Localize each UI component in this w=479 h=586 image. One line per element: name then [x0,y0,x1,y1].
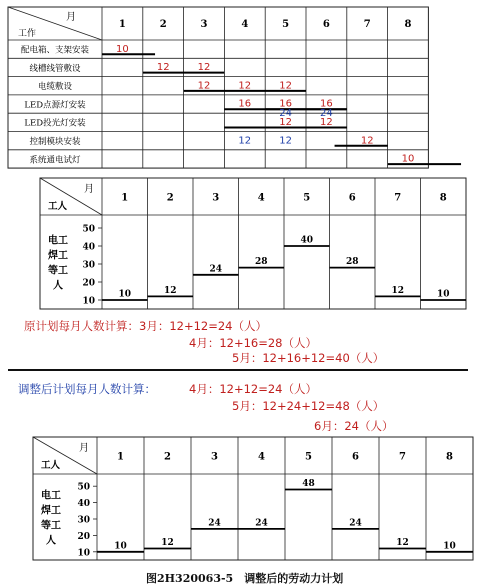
manpower-label: 16 [320,98,333,110]
corner-month-label: 月 [84,184,94,195]
month-header: 2 [166,192,174,204]
y-tick-label: 40 [82,242,95,253]
month-header: 7 [363,19,371,30]
original-calc-line-1: 原计划每月人数计算：3月：12+12=24（人） [24,319,267,333]
corner-worker-label: 工人 [48,201,68,212]
month-header: 6 [322,19,330,30]
manpower-label: 12 [156,62,170,74]
manpower-label: 12 [320,117,333,128]
bar-value-label: 28 [345,257,359,268]
original-calc-line-2: 4月：12+16=28（人） [189,336,317,350]
y-tick-label: 40 [77,499,90,510]
bar-value-label: 28 [254,257,268,268]
task-name: 电缆敷设 [37,82,73,93]
task-name: 控制模块安装 [29,137,81,147]
adjusted-calc-line-1: 4月：12+12=24（人） [189,382,317,396]
month-header: 4 [258,451,265,463]
bar-value-label: 10 [443,541,456,552]
bar-value-label: 10 [114,541,127,552]
section-divider [8,369,468,371]
corner-month-label: 月 [66,12,76,23]
bar-value-label: 12 [396,538,409,549]
month-header: 8 [446,451,453,463]
corner-worker-label: 工人 [41,460,61,471]
bar-value-label: 10 [436,289,450,300]
task-name: 系统通电试灯 [29,155,81,166]
bar-value-label: 12 [161,538,174,549]
month-header: 7 [399,451,406,463]
y-tick-label: 10 [82,296,95,307]
task-name: 线槽线管敷设 [29,63,81,74]
bar-value-label: 24 [255,518,268,529]
bar-value-label: 48 [302,478,315,489]
month-header: 2 [159,19,167,30]
corner-month-label: 月 [79,443,89,454]
manpower-label: 16 [279,98,292,110]
manpower-label: 10 [116,43,129,55]
y-axis-label: 电工 [48,235,68,247]
month-header: 6 [348,192,356,204]
manpower-label: 24 [320,107,333,119]
month-header: 4 [257,192,265,204]
original-calc-line-3: 5月：12+16+12=40（人） [232,351,385,365]
manpower-label: 12 [238,135,252,147]
y-tick-label: 20 [82,278,95,289]
y-axis-label: 电工 [41,490,61,502]
y-axis-label: 焊工 [41,505,61,517]
manpower-label: 12 [197,80,211,92]
month-header: 4 [241,19,249,30]
month-header: 1 [121,192,129,204]
y-axis-label: 人 [53,280,63,292]
bar-value-label: 40 [300,235,314,246]
manpower-label: 12 [238,80,252,92]
manpower-label: 12 [360,135,374,147]
bar-value-label: 12 [391,285,405,296]
y-axis-label: 等工 [48,265,68,277]
month-header: 8 [404,19,412,30]
y-tick-label: 30 [82,260,95,271]
figure-caption: 图2H320063-5 调整后的劳动力计划 [146,572,344,585]
y-tick-label: 20 [77,531,90,542]
task-name: LED投光灯安装 [24,118,86,129]
adjusted-calc-line-3: 6月：24（人） [314,419,394,433]
month-header: 1 [117,451,124,463]
y-axis-label: 焊工 [48,250,68,262]
month-header: 2 [164,451,171,463]
month-header: 6 [352,451,359,463]
task-name: 配电箱、支架安装 [20,45,90,56]
y-tick-label: 30 [77,515,90,526]
manpower-label: 12 [279,117,292,128]
month-header: 3 [212,192,220,204]
bar-value-label: 24 [208,518,221,529]
bar-value-label: 10 [118,289,132,300]
bar-value-label: 12 [163,285,177,296]
manpower-label: 16 [238,98,252,110]
adjusted-calc-title: 调整后计划每月人数计算： [18,382,156,396]
month-header: 5 [305,451,312,463]
manpower-label: 10 [401,153,415,165]
y-tick-label: 50 [82,224,95,235]
manpower-label: 24 [279,107,292,119]
y-axis-label: 等工 [41,520,61,532]
month-header: 1 [118,19,126,30]
y-tick-label: 50 [77,482,90,493]
manpower-label: 12 [279,80,292,92]
adjusted-calc-line-2: 5月：12+24+12=48（人） [232,399,385,413]
manpower-label: 12 [279,135,292,147]
month-header: 7 [394,192,402,204]
corner-task-label: 工作 [18,29,37,39]
month-header: 5 [282,19,290,30]
task-name: LED点源灯安装 [24,100,86,111]
month-header: 3 [200,19,208,30]
y-tick-label: 10 [77,548,90,559]
bar-value-label: 24 [209,264,223,275]
month-header: 5 [303,192,311,204]
month-header: 3 [211,451,218,463]
bar-value-label: 24 [349,518,362,529]
y-axis-label: 人 [46,535,56,547]
manpower-label: 12 [197,62,211,74]
month-header: 8 [439,192,447,204]
